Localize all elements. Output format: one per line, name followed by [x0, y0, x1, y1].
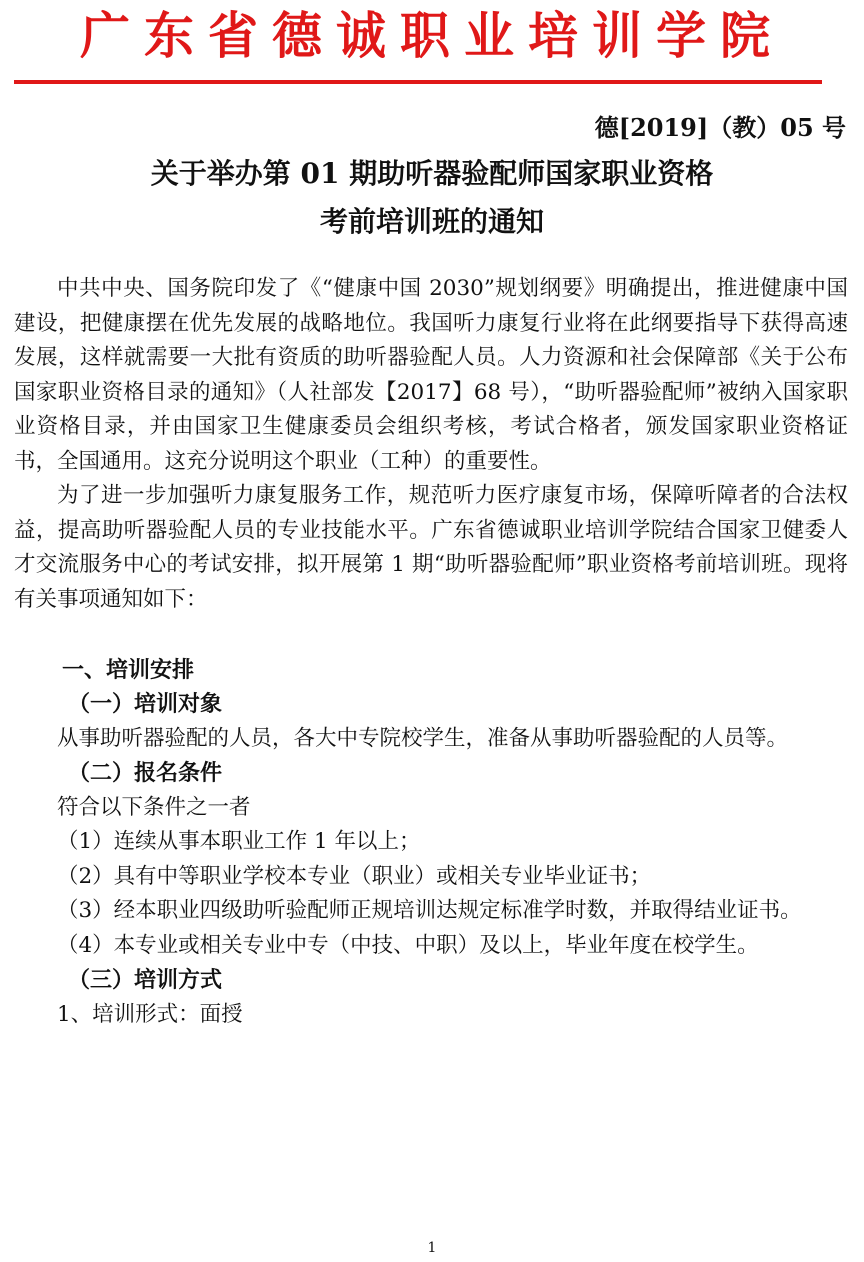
subsection-heading-target: （一）培训对象: [68, 691, 223, 717]
org-letterhead-title: 广东省德诚职业培训学院: [80, 6, 784, 65]
target-description: 从事助听器验配的人员，各大中专院校学生，准备从事助听器验配的人员等。: [57, 725, 789, 751]
requirement-item-3: （3）经本职业四级助听验配师正规培训达规定标准学时数，并取得结业证书。: [57, 898, 802, 923]
subsection-heading-requirements: （二）报名条件: [68, 760, 223, 786]
requirement-item-2: （2）具有中等职业学校本专业（职业）或相关专业毕业证书；: [57, 863, 652, 889]
letterhead-divider: [14, 80, 822, 84]
requirement-item-1: （1）连续从事本职业工作 1 年以上；: [57, 829, 421, 854]
page-number: 1: [427, 1240, 437, 1256]
method-item-1: 1、培训形式：面授: [57, 1001, 243, 1027]
intro-paragraph-2: 为了进一步加强听力康复服务工作，规范听力医疗康复市场，保障听障者的合法权益，提高助听器验配人员的专业技能水平。广东省德诚职业培训学院结合国家卫健委人才交流服务中心的考试安排，拟开展第 1 期“助听器验配师”职业资格考前培训班。现将有关事项通知如下：: [14, 483, 848, 612]
requirements-intro: 符合以下条件之一者: [57, 794, 251, 820]
document-body: [14, 272, 848, 1032]
notice-title-line-1: 关于举办第 01 期助听器验配师国家职业资格: [150, 157, 714, 190]
notice-title-line-2: 考前培训班的通知: [319, 205, 544, 238]
intro-paragraph-1: 中共中央、国务院印发了《“健康中国 2030”规划纲要》明确提出，推进健康中国建设，把健康摆在优先发展的战略地位。我国听力康复行业将在此纲要指导下获得高速发展，这样就需要一大批有资质的助听器验配人员。人力资源和社会保障部《关于公布国家职业资格目录的通知》（人社部发【2017】68 号），“助听器验配师”被纳入国家职业资格目录，并由国家卫生健康委员会组织考核，考试合格者，颁发国家职业资格证书，全国通用。这充分说明这个职业（工种）的重要性。: [14, 276, 848, 474]
subsection-heading-method: （三）培训方式: [68, 967, 223, 993]
document-number: 德[2019]（教）05 号: [594, 113, 846, 142]
section-heading-training-arrangement: 一、培训安排: [62, 657, 195, 683]
requirement-item-4: （4）本专业或相关专业中专（中技、中职）及以上，毕业年度在校学生。: [57, 932, 759, 958]
